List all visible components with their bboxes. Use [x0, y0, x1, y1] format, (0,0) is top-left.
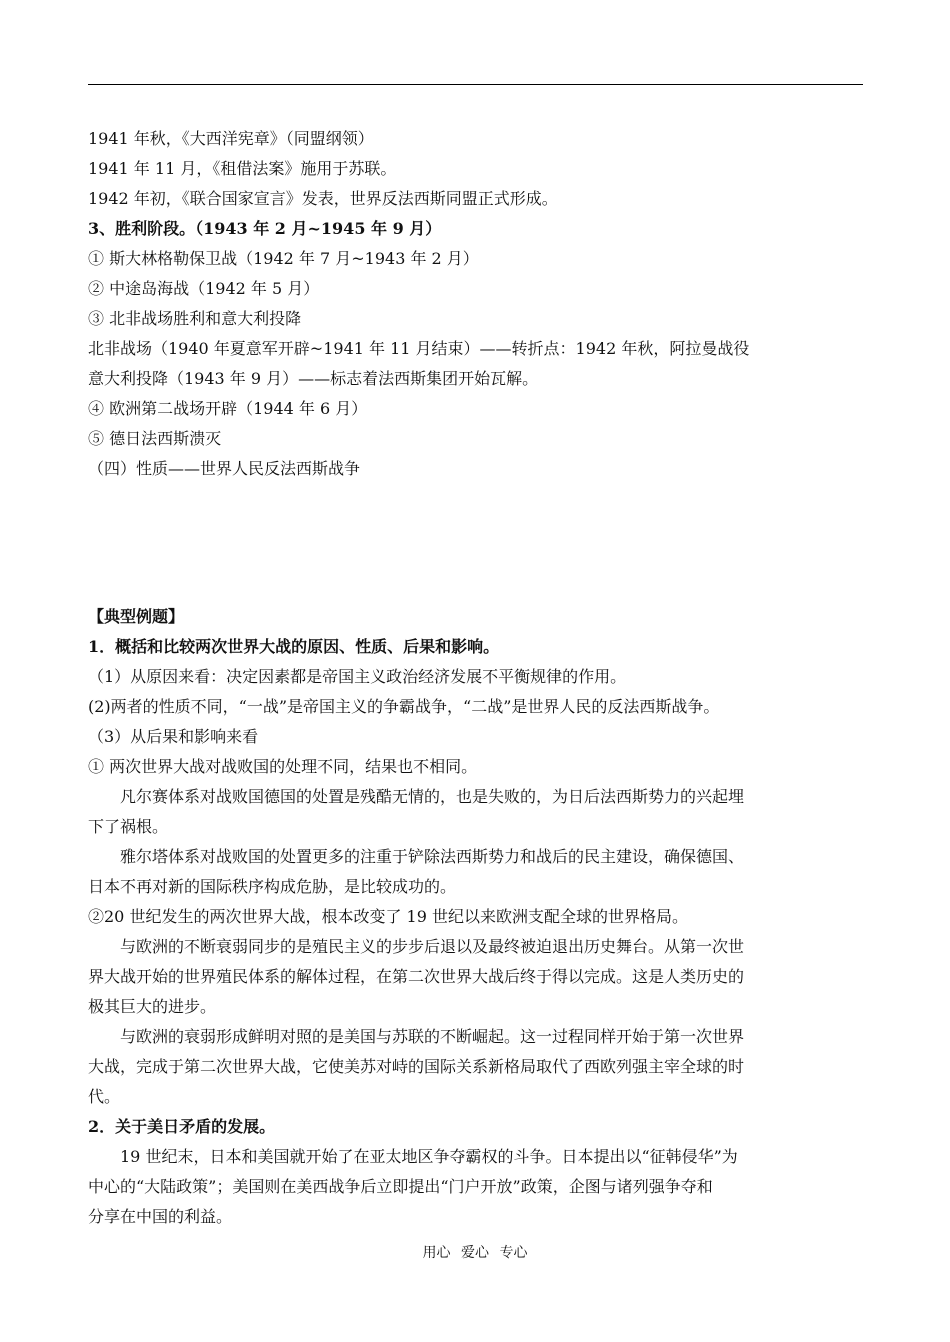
q2-line3: 分享在中国的利益。: [88, 1207, 233, 1226]
q1-colonial-line1: 与欧洲的不断衰弱同步的是殖民主义的步步后退以及最终被迫退出历史舞台。从第一次世: [120, 937, 745, 956]
subheading-victory-stage: 3、胜利阶段。（1943 年 2 月~1945 年 9 月）: [88, 219, 442, 238]
line-north-africa-detail: 北非战场（1940 年夏意军开辟~1941 年 11 月结束）——转折点：1942 年秋，阿拉曼战役: [88, 339, 750, 358]
q1-point-1: ① 两次世界大战对战败国的处理不同，结果也不相同。: [88, 757, 478, 776]
q2-line2: 中心的“大陆政策”；美国则在美西战争后立即提出“门户开放”政策，企图与诸列强争夺和: [88, 1177, 713, 1196]
line-nature: （四）性质——世界人民反法西斯战争: [88, 459, 361, 478]
line-un-declaration: 1942 年初，《联合国家宣言》发表，世界反法西斯同盟正式形成。: [88, 189, 558, 208]
line-atlantic-charter: 1941 年秋，《大西洋宪章》（同盟纲领）: [88, 129, 374, 148]
line-fascism-collapse: ⑤ 德日法西斯溃灭: [88, 429, 222, 448]
q1-cause: （1）从原因来看：决定因素都是帝国主义政治经济发展不平衡规律的作用。: [88, 667, 627, 686]
document-body: [88, 124, 864, 1232]
line-north-africa-italy: ③ 北非战场胜利和意大利投降: [88, 309, 302, 328]
q1-versailles-line1: 凡尔赛体系对战败国德国的处置是残酷无情的，也是失败的，为日后法西斯势力的兴起埋: [120, 787, 745, 806]
question-1-title: 1．概括和比较两次世界大战的原因、性质、后果和影响。: [88, 637, 500, 656]
q1-yalta-line1: 雅尔塔体系对战败国的处置更多的注重于铲除法西斯势力和战后的民主建设，确保德国、: [120, 847, 745, 866]
q1-nature: (2)两者的性质不同，“一战”是帝国主义的争霸战争，“二战”是世界人民的反法西斯战争。: [88, 697, 720, 716]
q1-us-ussr-line1: 与欧洲的衰弱形成鲜明对照的是美国与苏联的不断崛起。这一过程同样开始于第一次世界: [120, 1027, 745, 1046]
q1-colonial-line3: 极其巨大的进步。: [88, 997, 217, 1016]
q1-colonial-line2: 界大战开始的世界殖民体系的解体过程，在第二次世界大战后终于得以完成。这是人类历史的: [88, 967, 745, 986]
question-2-title: 2．关于美日矛盾的发展。: [88, 1117, 276, 1136]
header-rule: [88, 84, 863, 85]
q1-versailles-line2: 下了祸根。: [88, 817, 169, 836]
q2-line1: 19 世纪末，日本和美国就开始了在亚太地区争夺霸权的斗争。日本提出以“征韩侵华”为: [120, 1147, 738, 1166]
line-italy-surrender: 意大利投降（1943 年 9 月）——标志着法西斯集团开始瓦解。: [88, 369, 539, 388]
line-lend-lease: 1941 年 11 月，《租借法案》施用于苏联。: [88, 159, 397, 178]
page-footer: 用心 爱心 专心: [422, 1245, 528, 1261]
section-heading-examples: 【典型例题】: [88, 607, 185, 626]
line-midway: ② 中途岛海战（1942 年 5 月）: [88, 279, 320, 298]
line-second-front: ④ 欧洲第二战场开辟（1944 年 6 月）: [88, 399, 368, 418]
q1-yalta-line2: 日本不再对新的国际秩序构成危胁，是比较成功的。: [88, 877, 457, 896]
q1-consequences: （3）从后果和影响来看: [88, 727, 259, 746]
q1-us-ussr-line3: 代。: [88, 1087, 121, 1106]
q1-point-2: ②20 世纪发生的两次世界大战，根本改变了 19 世纪以来欧洲支配全球的世界格局。: [88, 907, 688, 926]
line-stalingrad: ① 斯大林格勒保卫战（1942 年 7 月~1943 年 2 月）: [88, 249, 479, 268]
q1-us-ussr-line2: 大战，完成于第二次世界大战，它使美苏对峙的国际关系新格局取代了西欧列强主宰全球的时: [88, 1057, 745, 1076]
